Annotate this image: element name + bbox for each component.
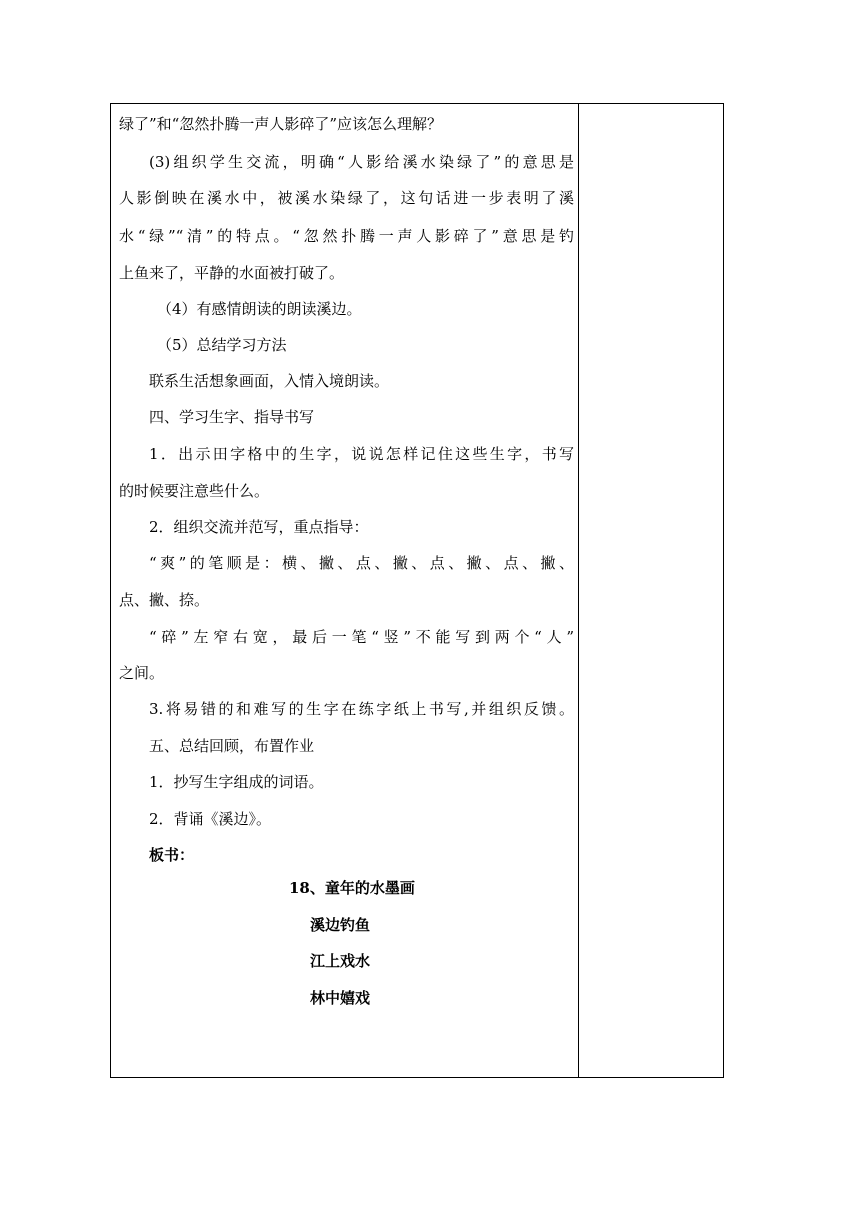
text-line: （5）总结学习方法 [157, 336, 287, 354]
text-line: 1．出示田字格中的生字，说说怎样记住这些生字，书写 [149, 445, 574, 463]
board-item: 溪边钓鱼 [310, 916, 371, 934]
board-title: 18、童年的水墨画 [289, 879, 415, 897]
text-line: 1．抄写生字组成的词语。 [149, 773, 324, 791]
text-line: 点、撇、捺。 [119, 591, 210, 609]
section-heading: 五、总结回顾，布置作业 [149, 737, 315, 755]
text-line: （4）有感情朗读的朗读溪边。 [157, 300, 362, 318]
text-line: (3)组织学生交流，明确“人影给溪水染绿了”的意思是 [149, 153, 574, 171]
board-label: 板书： [149, 846, 195, 864]
text-line: 水“绿”“清”的特点。“忽然扑腾一声人影碎了”意思是钓 [119, 227, 574, 245]
text-line: 人影倒映在溪水中，被溪水染绿了，这句话进一步表明了溪 [119, 189, 574, 207]
notes-cell [580, 104, 723, 1077]
text-line: 上鱼来了，平静的水面被打破了。 [119, 264, 345, 282]
text-line: 之间。 [119, 664, 165, 682]
text-line: “爽”的笔顺是：横、撇、点、撇、点、撇、点、撇、 [149, 554, 574, 572]
text-line: 2．组织交流并范写，重点指导： [149, 518, 369, 536]
board-item: 林中嬉戏 [310, 989, 371, 1007]
text-line: 3.将易错的和难写的生字在练字纸上书写,并组织反馈。 [149, 700, 574, 718]
lesson-table [110, 103, 724, 1078]
text-line: 绿了”和“忽然扑腾一声人影碎了”应该怎么理解？ [119, 115, 443, 133]
column-divider [578, 104, 579, 1077]
text-line: “碎”左窄右宽，最后一笔“竖”不能写到两个“人” [149, 628, 574, 646]
lesson-content-cell [111, 104, 578, 1077]
text-line: 的时候要注意些什么。 [119, 482, 270, 500]
text-line: 2．背诵《溪边》。 [149, 810, 272, 828]
board-item: 江上戏水 [310, 952, 371, 970]
text-line: 联系生活想象画面，入情入境朗读。 [149, 372, 390, 390]
section-heading: 四、学习生字、指导书写 [149, 408, 315, 426]
